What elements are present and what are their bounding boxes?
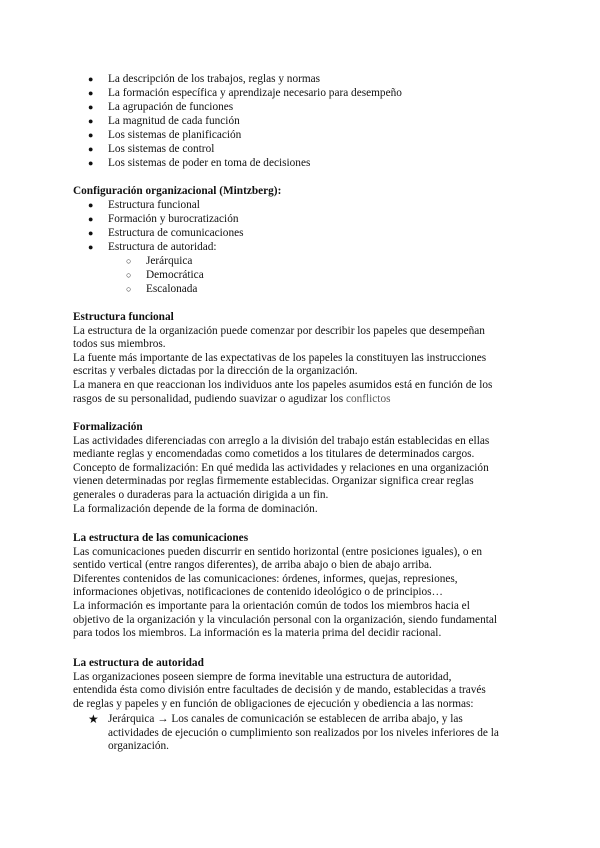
text-line: La formalización depende de la forma de dominación. [73,502,318,515]
text-line: entendida ésta como división entre facultades de decisión y de mando, establecidas a través [73,684,486,697]
text-line: organización. [108,740,169,753]
bullet-icon: ● [88,158,94,168]
text-line: todos sus miembros. [73,338,166,351]
text-line: rasgos de su personalidad, pudiendo suavizar o agudizar los conflictos [73,392,391,405]
text-line: de reglas y papeles y en función de obligaciones de ejecución y obediencia a las normas: [73,697,474,710]
bullet-icon: ● [88,228,94,238]
text-line: escritas y verbales dictadas por la dirección de la organización. [73,365,358,378]
text-line: Las comunicaciones pueden discurrir en sentido horizontal (entre posiciones iguales), o en [73,545,483,558]
bullet-icon: ● [88,74,94,84]
text-line: Jerárquica → Los canales de comunicación se establecen de arriba abajo, y las [108,713,463,725]
text-line: sentido vertical (entre rangos diferentes), de arriba abajo o bien de abajo arriba. [73,559,432,572]
bullet-icon: ● [88,242,94,252]
section-comunicaciones [73,532,533,641]
star-icon: ★ [88,712,99,726]
bullet-icon: ● [88,130,94,140]
section-formalizacion [73,421,533,516]
text-line: Diferentes contenidos de las comunicaciones: órdenes, informes, quejas, represiones, [73,572,458,585]
text-line: La fuente más importante de las expectativas de los papeles la constituyen las instrucciones [73,351,487,364]
section-heading: Formalización [73,421,143,433]
text-line: objetivo de la organización y la vinculación personal con la organización, siendo fundamental [73,613,498,626]
text-line: La estructura de la organización puede comenzar por describir los papeles que desempeñan [73,324,485,337]
text-line: informaciones objetivas, notificaciones de contenido ideológico o de principios… [73,586,443,599]
bullet-icon: ● [88,88,94,98]
section-autoridad [73,657,533,711]
section-heading: La estructura de las comunicaciones [73,532,249,544]
text-line: Concepto de formalización: En qué medida las actividades y relaciones en una organización [73,461,489,474]
section-estructura-funcional [73,311,533,406]
text-line: mediante reglas y encomendadas como cometidos a los titulares de determinados cargos. [73,448,475,461]
text-line: vienen determinadas por reglas firmemente establecidas. Organizar significa crear reglas [73,475,474,488]
text-line: La información es importante para la orientación común de todos los miembros hacia el [73,599,470,612]
text-line: generales o duraderas para la actuación dirigida a un fin. [73,488,329,501]
text-line: Las organizaciones poseen siempre de forma inevitable una estructura de autoridad, [73,670,452,683]
bullet-icon: ● [88,116,94,126]
section-heading-configuracion: Configuración organizacional (Mintzberg): [73,185,282,197]
circle-bullet-icon: ○ [126,270,132,280]
text-line: La manera en que reaccionan los individuos ante los papeles asumidos está en función de los [73,378,493,391]
text-line: actividades de ejecución o cumplimiento son realizados por los niveles inferiores de la [108,726,499,739]
section-heading: Estructura funcional [73,311,174,323]
circle-bullet-icon: ○ [126,256,132,266]
text-line: para todos los miembros. La información es la materia prima del decidir racional. [73,627,442,640]
section-heading: La estructura de autoridad [73,657,204,669]
bullet-icon: ● [88,214,94,224]
text-line: Las actividades diferenciadas con arreglo a la división del trabajo están establecidas en ellas [73,434,490,447]
bullet-icon: ● [88,102,94,112]
conflictos-link[interactable]: conflictos [345,392,391,405]
bullet-icon: ● [88,144,94,154]
circle-bullet-icon: ○ [126,284,132,294]
bullet-icon: ● [88,200,94,210]
document-page: ● La descripción de los trabajos, reglas y normas ● La formación específica y aprendizaje necesario para desempeño ● La agrupación de funciones ● La magnitud de cada función ● Los sistemas de planificación ● Los sistemas de control ● Los sistemas de poder en toma de decisiones Configuración organizacional (Mintzberg): ● Estructura funcional ● Formación y burocratización ● Estructura de comunicaciones ● Estructura de autoridad: ○ Jerárquica ○ Democrática ○ Escalonada Estructura funcional La estructura de la organización puede comenzar por describir los papeles que desempeñan todos sus miembros. La fuente más importante de las expectativas de los papeles la constituyen las instrucciones escritas y verbales dictadas por la dirección de la organización. La manera en que reaccionan los individuos ante los papeles asumidos está en función de los rasgos de su personalidad, pudiendo suavizar o agudizar los conflictos Formalización Las actividades diferenciadas con arreglo a la división del trabajo están establecidas en ellas mediante reglas y encomendadas como cometidos a los titulares de determinados cargos. Concepto de formalización: En qué medida las actividades y relaciones en una organización vienen determinadas por reglas firmemente establecidas. Organizar significa crear reglas generales o duraderas para la actuación dirigida a un fin. La formalización depende de la forma de dominación. La estructura de las comunicaciones Las comunicaciones pueden discurrir en sentido horizontal (entre posiciones iguales), o en sentido vertical (entre rangos diferentes), de arriba abajo o bien de abajo arriba. Diferentes contenidos de las comunicaciones: órdenes, informes, quejas, represiones, informaciones objetivas, notificaciones de contenido ideológico o de principios… La información es importante para la orientación común de todos los miembros hacia el objetivo de la organización y la vinculación personal con la organización, siendo fundamental para todos los miembros. La información es la materia prima del decidir racional. La estructura de autoridad Las organizaciones poseen siempre de forma inevitable una estructura de autoridad, entendida ésta como división entre facultades de decisión y de mando, establecidas a través de reglas y papeles y en función de obligaciones de ejecución y obediencia a las normas: ★ Jerárquica → Los canales de comunicación se establecen de arriba abajo, y las actividades de ejecución o cumplimiento son realizados por los niveles inferiores de la organización. [0,0,600,848]
